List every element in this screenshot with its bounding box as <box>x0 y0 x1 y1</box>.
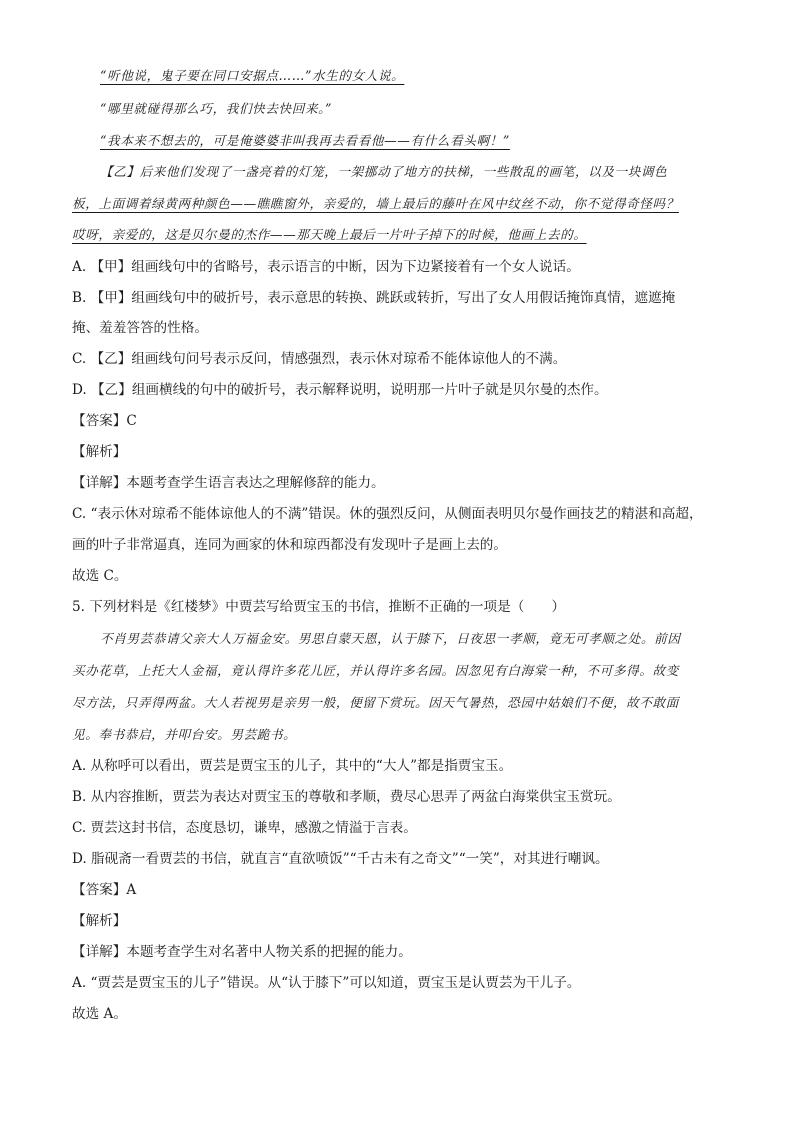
detail-line: 【详解】本题考查学生语言表达之理解修辞的能力。 <box>72 475 385 491</box>
explanation-line-2: 画的叶子非常逼真，连同为画家的休和琼西都没有发现叶子是画上去的。 <box>72 537 507 553</box>
q5-option-b: B. 从内容推断，贾芸为表达对贾宝玉的尊敬和孝顺，费尽心思弄了两盆白海棠供宝玉赏玩。 <box>72 789 621 805</box>
letter-line-4: 见。奉书恭启，并叩台安。男芸跪书。 <box>72 727 297 742</box>
q5-option-c: C. 贾芸这封书信，态度恳切，谦卑，感激之情溢于言表。 <box>72 820 417 836</box>
option-a: A. 【甲】组画线句中的省略号，表示语言的中断，因为下边紧接着有一个女人说话。 <box>72 259 580 275</box>
q5-explanation-line: A. “贾芸是贾宝玉的儿子”错误。从“认于膝下”可以知道，贾宝玉是认贾芸为干儿子。 <box>72 975 581 991</box>
choice-line: 故选 C。 <box>72 568 128 584</box>
quote-line-1: “听他说，鬼子要在同口安据点……”水生的女人说。 <box>100 68 405 83</box>
answer-label: 【答案】C <box>72 413 137 429</box>
passage-yi-line-3: 哎呀，亲爱的，这是贝尔曼的杰作——那天晚上最后一片叶子掉下的时候，他画上去的。 <box>72 227 587 242</box>
letter-line-3: 尽方法，只弄得两盆。大人若视男是亲男一般，便留下赏玩。因天气暑热，恐园中姑娘们不便，故不敢面 <box>72 695 679 710</box>
q5-option-d: D. 脂砚斋一看贾芸的书信，就直言“直欲喷饭”“千古未有之奇文”“一笑”，对其进行嘲讽。 <box>72 851 609 867</box>
letter-line-2: 买办花草，上托大人金福，竟认得许多花儿匠，并认得许多名园。因忽见有白海棠一种，不可多得。故变 <box>72 663 679 678</box>
quote-line-2: “哪里就碰得那么巧，我们快去快回来。” <box>100 101 333 116</box>
quote-line-3: “我本来不想去的，可是俺婆婆非叫我再去看看他——有什么看头啊！” <box>100 133 510 148</box>
letter-line-1: 不肖男芸恭请父亲大人万福金安。男思自蒙天恩，认于膝下，日夜思一孝顺，竟无可孝顺之处。前因 <box>100 631 681 646</box>
analysis-label: 【解析】 <box>72 444 127 460</box>
option-b-line-2: 掩、羞羞答答的性格。 <box>72 320 208 336</box>
option-d: D. 【乙】组画横线的句中的破折号，表示解释说明，说明那一片叶子就是贝尔曼的杰作。 <box>72 382 608 398</box>
q5-analysis-label: 【解析】 <box>72 913 127 929</box>
option-b-line-1: B. 【甲】组画线句中的破折号，表示意思的转换、跳跃或转折，写出了女人用假话掩饰真情，遮遮掩 <box>72 290 676 306</box>
explanation-line-1: C. “表示休对琼希不能体谅他人的不满”错误。休的强烈反问，从侧面表明贝尔曼作画技艺的精湛和高超， <box>72 506 703 522</box>
question-5-title: 5. 下列材料是《红楼梦》中贾芸写给贾宝玉的书信，推断不正确的一项是（ ） <box>72 599 566 615</box>
q5-option-a: A. 从称呼可以看出，贾芸是贾宝玉的儿子，其中的“大人”都是指贾宝玉。 <box>72 758 513 774</box>
q5-choice-line: 故选 A。 <box>72 1006 127 1022</box>
passage-yi-line-2: 板，上面调着绿黄两种颜色——瞧瞧窗外，亲爱的，墙上最后的藤叶在风中纹丝不动，你不觉得奇怪吗？ <box>72 196 679 211</box>
q5-answer-label: 【答案】A <box>72 882 137 898</box>
option-c: C. 【乙】组画线句问号表示反问，情感强烈，表示休对琼希不能体谅他人的不满。 <box>72 351 567 367</box>
passage-yi-line-1: 【乙】后来他们发现了一盏亮着的灯笼，一架挪动了地方的扶梯，一些散乱的画笔，以及一块调色 <box>100 164 668 179</box>
q5-detail-line: 【详解】本题考查学生对名著中人物关系的把握的能力。 <box>72 944 412 960</box>
